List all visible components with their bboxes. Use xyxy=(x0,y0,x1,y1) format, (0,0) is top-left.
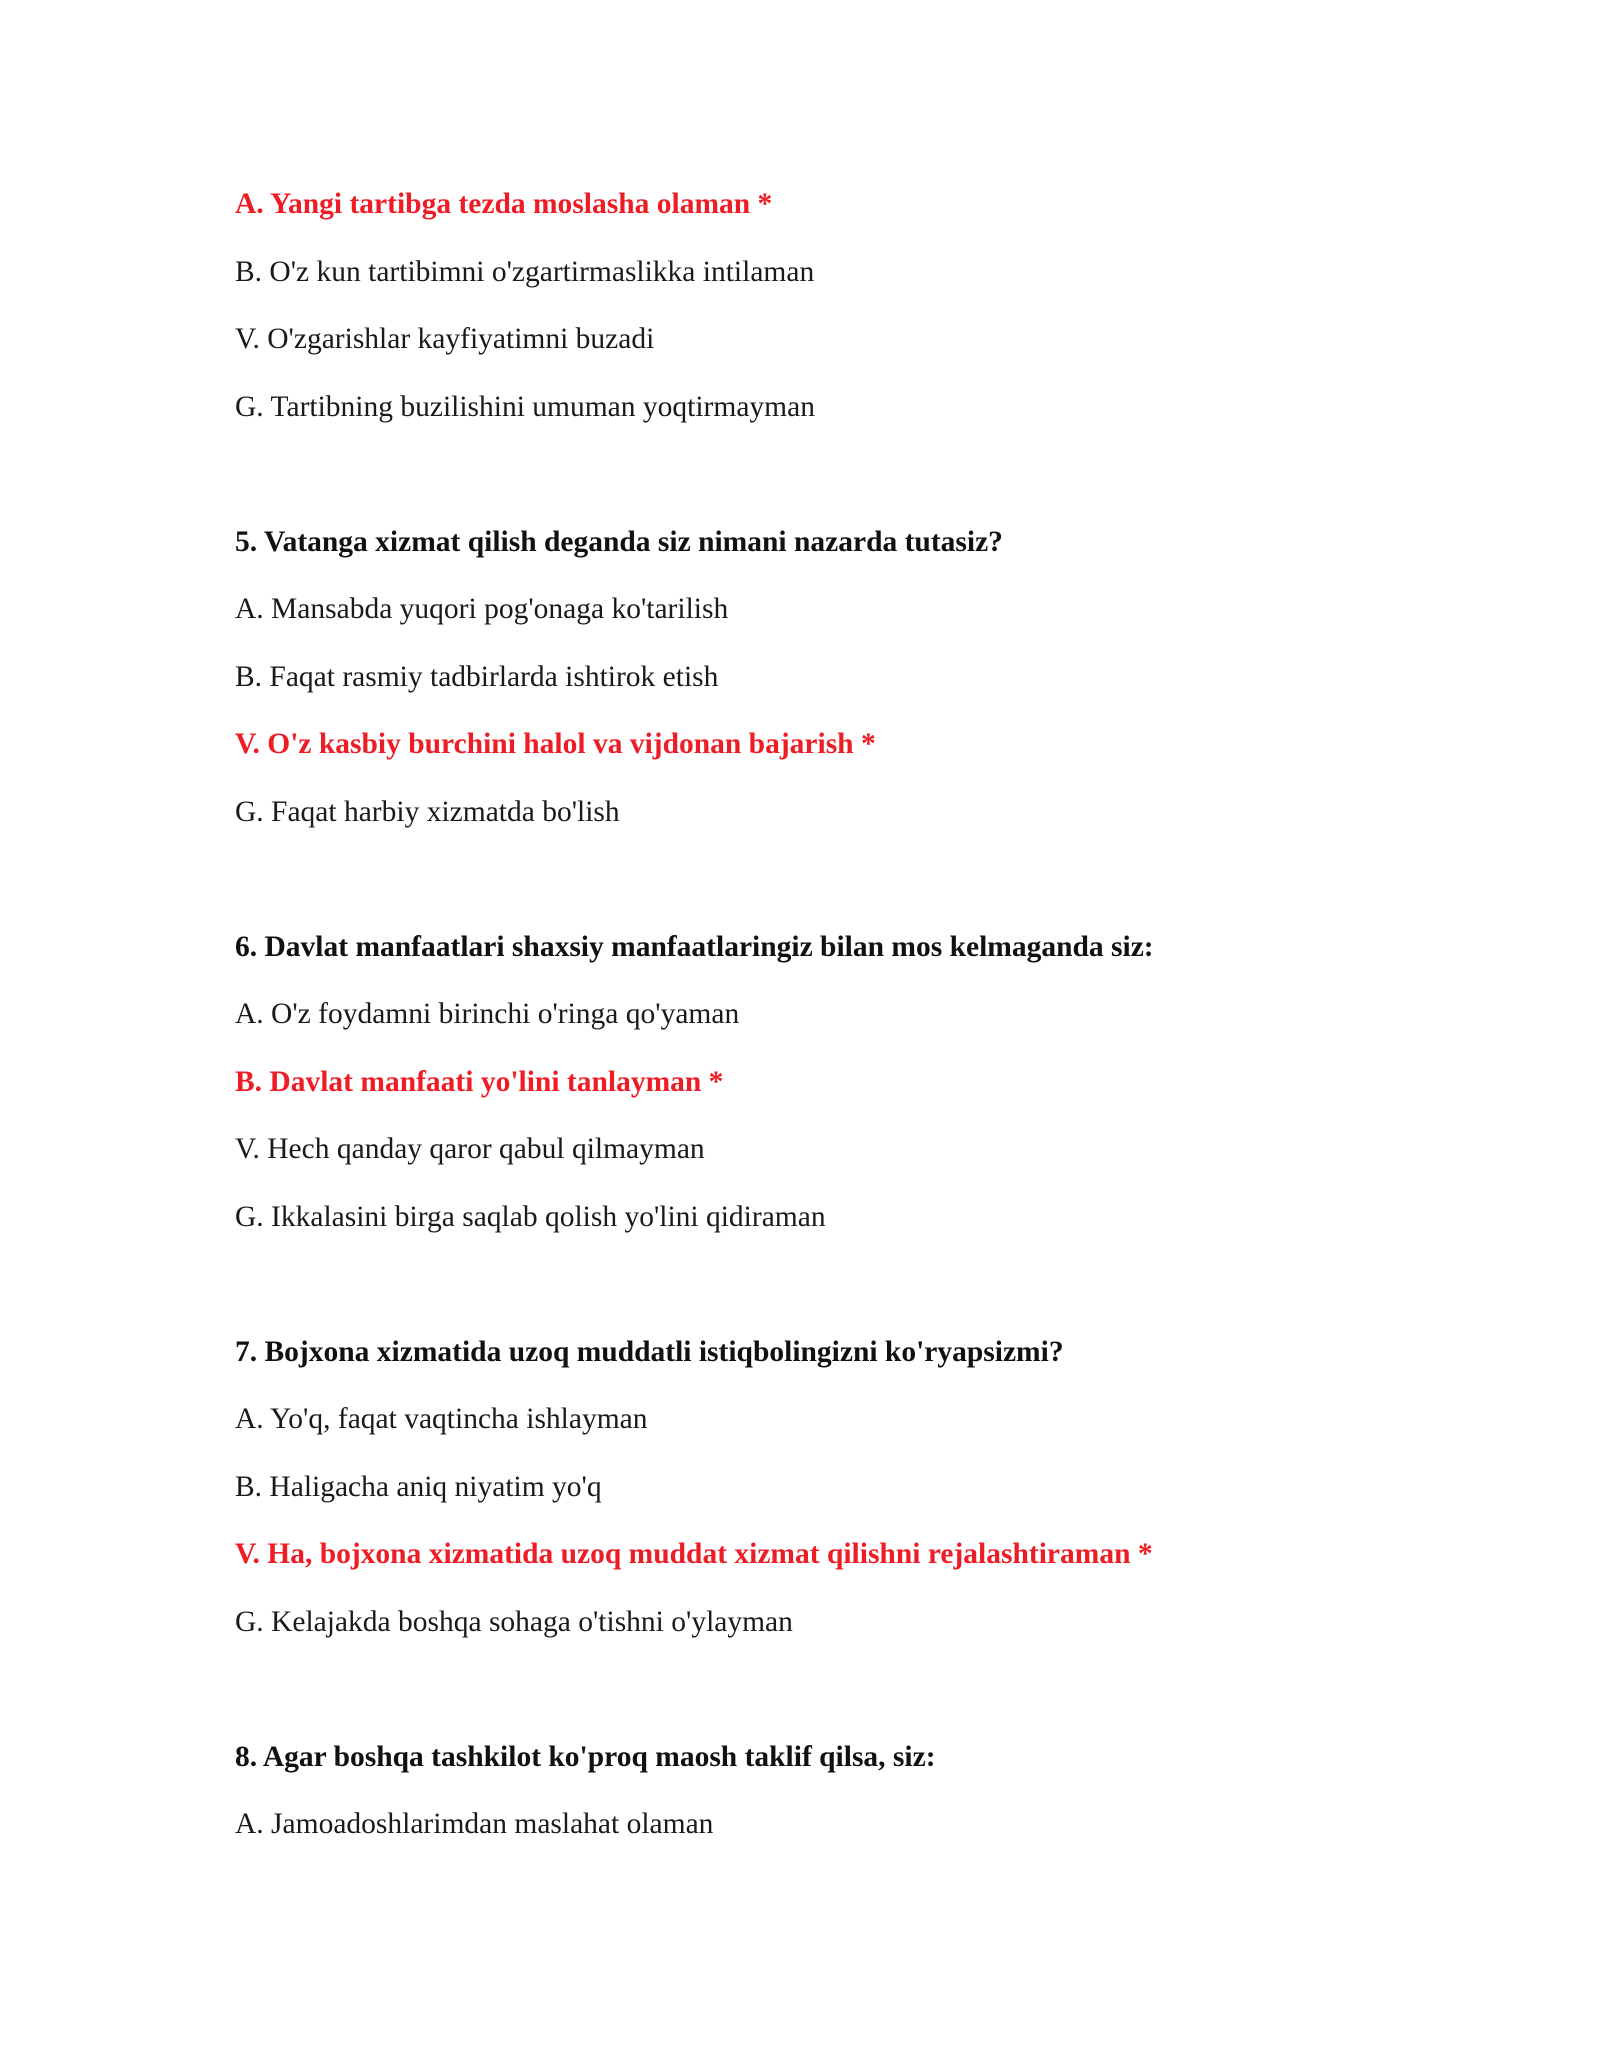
answer-option: B. O'z kun tartibimni o'zgartirmaslikka intilaman xyxy=(235,255,815,288)
question-heading: 6. Davlat manfaatlari shaxsiy manfaatlaringiz bilan mos kelmaganda siz: xyxy=(235,930,1154,963)
question-heading: 5. Vatanga xizmat qilish deganda siz nimani nazarda tutasiz? xyxy=(235,525,1003,558)
question-heading: 7. Bojxona xizmatida uzoq muddatli istiqbolingizni ko'ryapsizmi? xyxy=(235,1335,1064,1368)
answer-option: G. Tartibning buzilishini umuman yoqtirmayman xyxy=(235,390,815,423)
answer-option: G. Faqat harbiy xizmatda bo'lish xyxy=(235,795,620,828)
question-heading: 8. Agar boshqa tashkilot ko'proq maosh taklif qilsa, siz: xyxy=(235,1740,936,1773)
answer-option: B. Haligacha aniq niyatim yo'q xyxy=(235,1470,602,1503)
answer-option: A. Mansabda yuqori pog'onaga ko'tarilish xyxy=(235,593,729,625)
answer-option-correct: B. Davlat manfaati yo'lini tanlayman * xyxy=(235,1065,724,1098)
answer-option: V. O'zgarishlar kayfiyatimni buzadi xyxy=(235,323,655,355)
answer-option-correct: V. Ha, bojxona xizmatida uzoq muddat xizmat qilishni rejalashtiraman * xyxy=(235,1538,1153,1570)
answer-option: G. Ikkalasini birga saqlab qolish yo'lini qidiraman xyxy=(235,1200,826,1233)
answer-option: G. Kelajakda boshqa sohaga o'tishni o'ylayman xyxy=(235,1605,793,1638)
answer-option: A. O'z foydamni birinchi o'ringa qo'yaman xyxy=(235,998,740,1030)
answer-option: A. Jamoadoshlarimdan maslahat olaman xyxy=(235,1808,714,1840)
answer-option: B. Faqat rasmiy tadbirlarda ishtirok etish xyxy=(235,660,719,693)
answer-option: V. Hech qanday qaror qabul qilmayman xyxy=(235,1133,705,1165)
answer-option-correct: V. O'z kasbiy burchini halol va vijdonan bajarish * xyxy=(235,728,876,760)
answer-option-correct: A. Yangi tartibga tezda moslasha olaman * xyxy=(235,188,773,220)
answer-option: A. Yo'q, faqat vaqtincha ishlayman xyxy=(235,1403,648,1435)
